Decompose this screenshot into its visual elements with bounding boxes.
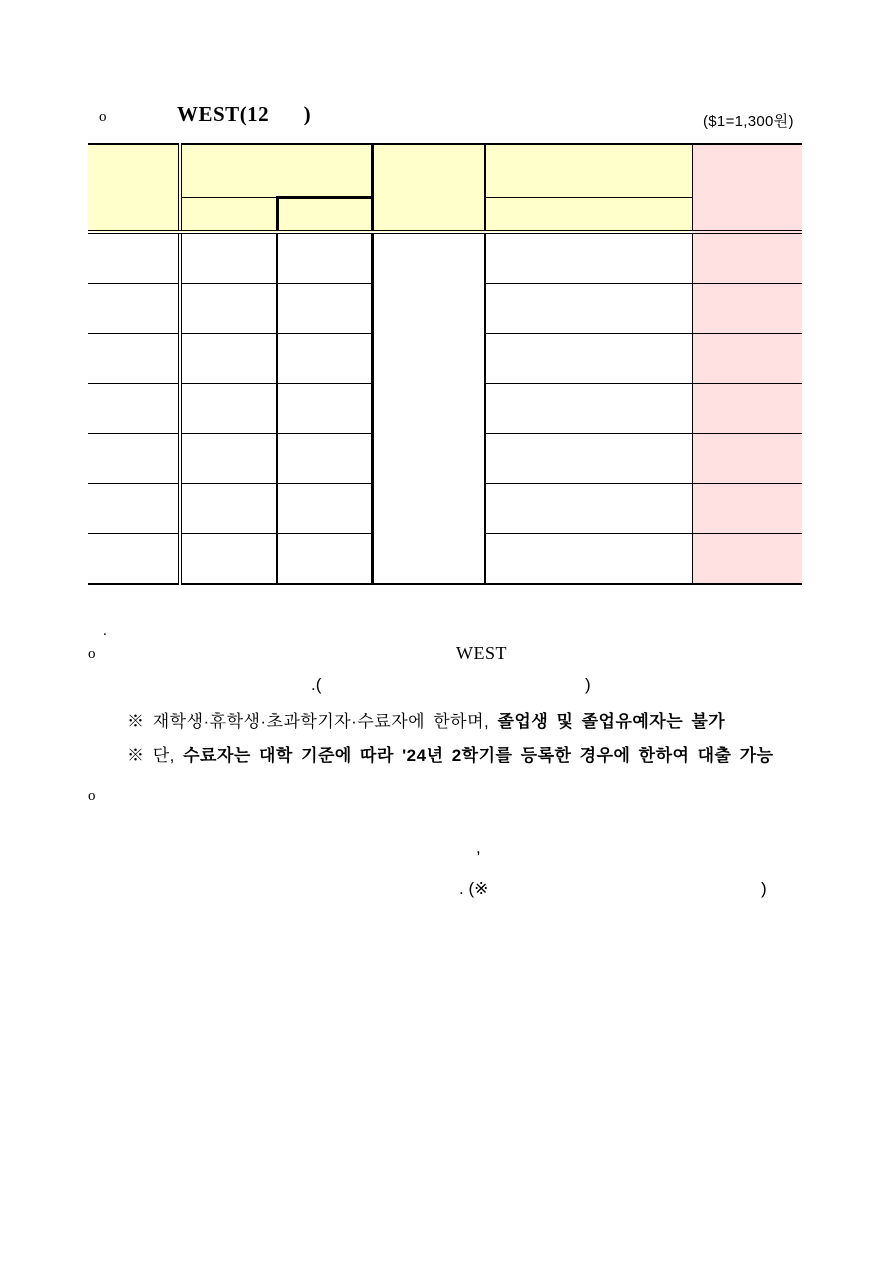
table-cell — [88, 334, 180, 384]
table-cell — [485, 434, 692, 484]
highlight-cell — [692, 232, 802, 284]
table-cell — [485, 534, 692, 585]
paren-close-text: ) — [585, 675, 591, 694]
table-cell — [277, 334, 372, 384]
reference-note-2-bold: 수료자는 대학 기준에 따라 '24년 2학기를 등록한 경우에 한하여 대출 가능 — [183, 746, 774, 765]
table-cell — [277, 384, 372, 434]
table-cell — [180, 534, 277, 585]
table-cell — [88, 384, 180, 434]
loan-table-grid — [88, 143, 802, 585]
header-cell-col1 — [88, 144, 180, 232]
highlight-cell — [692, 534, 802, 585]
bullet-marker: o — [99, 109, 107, 125]
header-cell-highlight-col6 — [692, 144, 802, 232]
table-cell — [277, 534, 372, 585]
table-cell — [277, 232, 372, 284]
table-cell — [485, 384, 692, 434]
table-cell — [180, 434, 277, 484]
table-cell — [485, 232, 692, 284]
paren-close-text: ) — [761, 879, 767, 898]
reference-note-2-normal: ※ 단, — [127, 746, 184, 765]
table-cell — [277, 484, 372, 534]
reference-note-1-normal: ※ 재학생·휴학생·초과학기자·수료자에 한하며, — [127, 712, 498, 731]
highlight-cell — [692, 434, 802, 484]
paren-open-text: .( — [311, 675, 322, 694]
table-cell — [277, 434, 372, 484]
comma-text: , — [476, 838, 481, 857]
bullet-marker: o — [88, 646, 96, 662]
table-cell — [485, 484, 692, 534]
table-cell — [88, 434, 180, 484]
table-cell — [88, 232, 180, 284]
exchange-rate-note: ($1=1,300원) — [703, 113, 794, 130]
highlight-cell — [692, 284, 802, 334]
highlight-cell — [692, 334, 802, 384]
highlight-cell — [692, 484, 802, 534]
merged-cell-col4 — [372, 232, 485, 584]
note-west-text: WEST — [456, 643, 507, 663]
table-cell — [88, 284, 180, 334]
table-cell — [88, 484, 180, 534]
header-subcell-col3 — [277, 198, 372, 233]
table-cell — [485, 334, 692, 384]
table-cell — [88, 534, 180, 585]
table-cell — [180, 232, 277, 284]
reference-note-1 — [127, 707, 725, 732]
sentence-end-text: . (※ — [459, 879, 489, 898]
header-cell-col4 — [372, 144, 485, 232]
header-subcell-col2 — [180, 198, 277, 233]
table-cell — [180, 384, 277, 434]
header-cell-group-col2-3 — [180, 144, 372, 198]
reference-note-1-bold: 졸업생 및 졸업유예자는 불가 — [497, 712, 726, 731]
stray-period-text: . — [103, 623, 107, 639]
header-cell-col5-top — [485, 144, 692, 198]
table-cell — [180, 484, 277, 534]
table-cell — [485, 284, 692, 334]
page-title: WEST(12 ) — [177, 102, 312, 126]
header-subcell-col5 — [485, 198, 692, 233]
table-cell — [277, 284, 372, 334]
bullet-marker: o — [88, 788, 96, 804]
loan-table — [88, 143, 802, 585]
reference-note-2 — [127, 741, 774, 766]
highlight-cell — [692, 384, 802, 434]
table-cell — [180, 334, 277, 384]
table-cell — [180, 284, 277, 334]
